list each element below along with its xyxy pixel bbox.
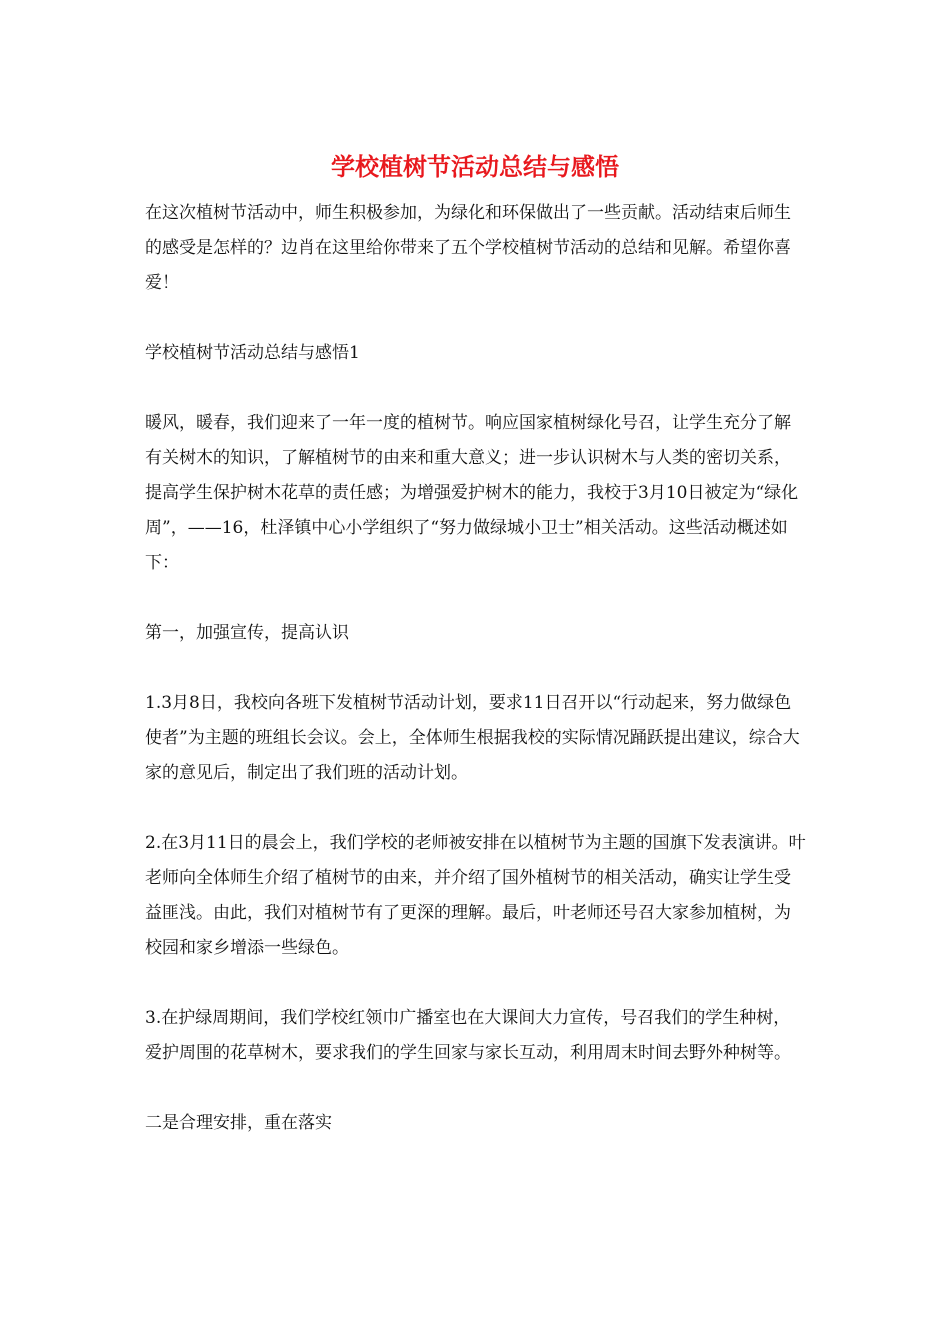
subsection-heading: 二是合理安排，重在落实	[145, 1113, 332, 1133]
intro-paragraph: 在这次植树节活动中，师生积极参加，为绿化和环保做出了一些贡献。活动结束后师生的感受是怎样的？边肖在这里给你带来了五个学校植树节活动的总结和见解。希望你喜爱！	[145, 203, 791, 293]
list-item-3: 3.在护绿周期间，我们学校红领巾广播室也在大课间大力宣传，号召我们的学生种树，爱护周围的花草树木，要求我们的学生回家与家长互动，利用周末时间去野外种树等。	[145, 1008, 791, 1063]
body-paragraph: 暖风，暖春，我们迎来了一年一度的植树节。响应国家植树绿化号召，让学生充分了解有关树木的知识，了解植树节的由来和重大意义；进一步认识树木与人类的密切关系，提高学生保护树木花草的责任感；为增强爱护树木的能力，我校于3月10日被定为“绿化周”，——16，杜泽镇中心小学组织了“努力做绿城小卫士”相关活动。这些活动概述如下：	[145, 413, 799, 573]
list-item-2: 2.在3月11日的晨会上，我们学校的老师被安排在以植树节为主题的国旗下发表演讲。叶老师向全体师生介绍了植树节的由来，并介绍了国外植树节的相关活动，确实让学生受益匪浅。由此，我们对植树节有了更深的理解。最后，叶老师还号召大家参加植树，为校园和家乡增添一些绿色。	[145, 833, 806, 958]
document-title: 学校植树节活动总结与感悟	[331, 152, 619, 181]
list-item-1: 1.3月8日，我校向各班下发植树节活动计划，要求11日召开以“行动起来，努力做绿色使者”为主题的班组长会议。会上，全体师生根据我校的实际情况踊跃提出建议，综合大家的意见后，制定出了我们班的活动计划。	[145, 693, 800, 783]
section-heading: 学校植树节活动总结与感悟1	[145, 343, 360, 363]
document-body	[145, 196, 807, 1176]
subsection-heading: 第一，加强宣传，提高认识	[145, 623, 349, 643]
